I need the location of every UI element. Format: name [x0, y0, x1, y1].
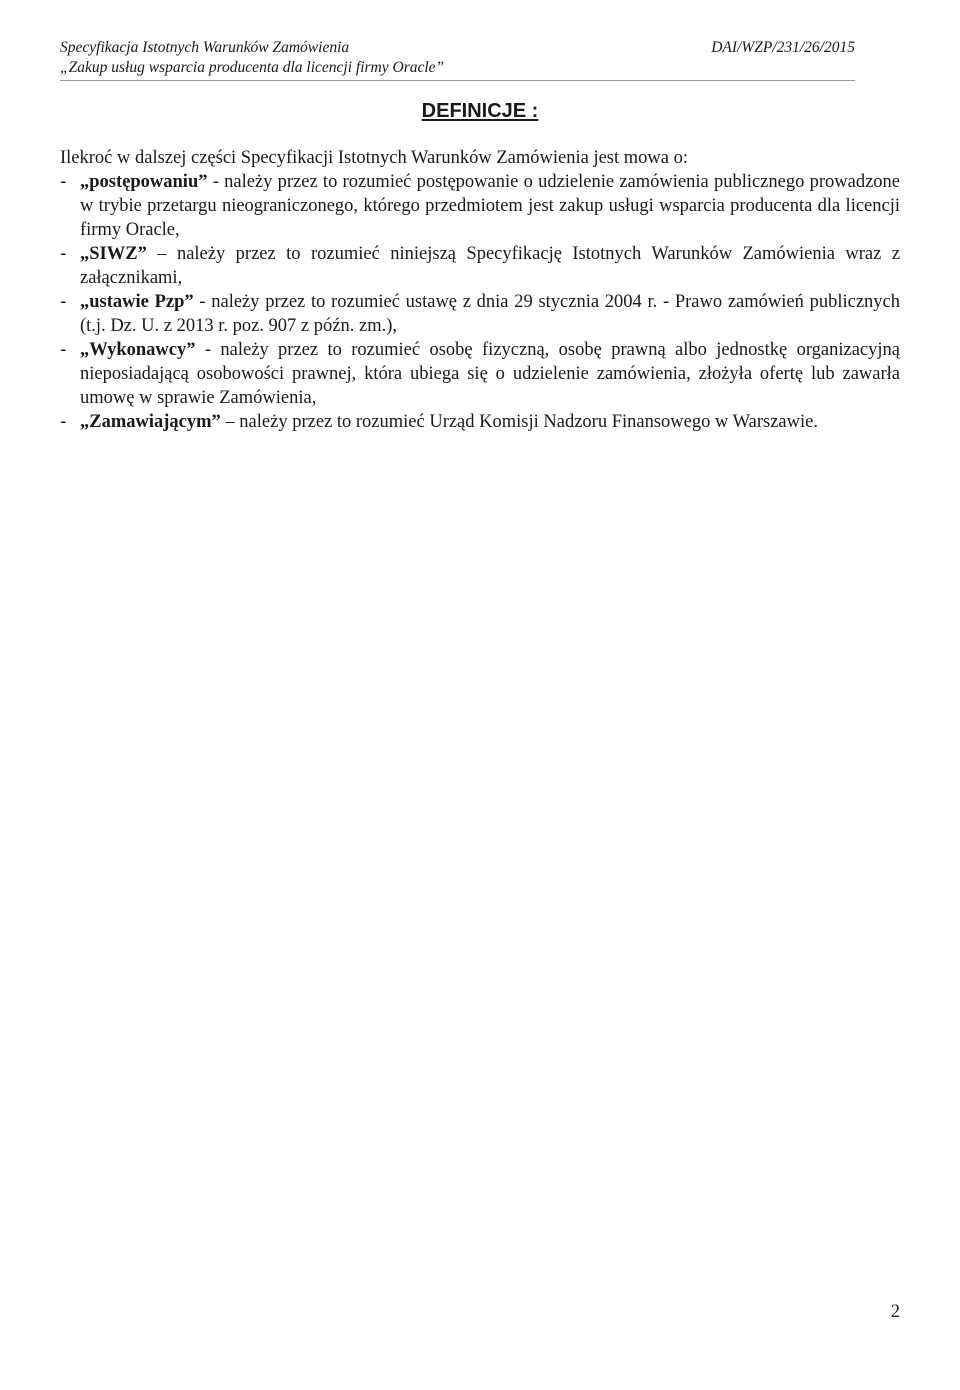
definition-text: – należy przez to rozumieć niniejszą Specyfikację Istotnych Warunków Zamówienia wraz z załącznikami, — [80, 244, 900, 288]
definition-term: „Wykonawcy” — [80, 340, 196, 360]
definition-item — [60, 170, 900, 242]
definition-text: - należy przez to rozumieć osobę fizyczną, osobę prawną albo jednostkę organizacyjną nieposiadającą osobowości prawnej, która ubiega się o udzielenie zamówienia, złożyła ofertę lub zawarła umowę w sprawie Zamówienia, — [80, 340, 900, 408]
definition-item — [60, 290, 900, 338]
definition-term: „Zamawiającym” — [80, 412, 221, 432]
definition-item — [60, 242, 900, 290]
definitions-section — [60, 146, 900, 434]
definition-text: - należy przez to rozumieć postępowanie o udzielenie zamówienia publicznego prowadzone w trybie przetargu nieograniczonego, którego przedmiotem jest zakup usługi wsparcia producenta dla licencji firmy Oracle, — [80, 172, 900, 240]
list-dash: - — [60, 412, 67, 432]
list-dash: - — [60, 340, 67, 360]
header-row — [60, 38, 855, 58]
section-title-text: DEFINICJE : — [421, 100, 539, 122]
section-title — [0, 98, 960, 124]
header-divider — [60, 80, 855, 81]
document-title: Specyfikacja Istotnych Warunków Zamówienia — [60, 39, 350, 56]
page-header — [60, 38, 855, 78]
document-subject: „Zakup usług wsparcia producenta dla licencji firmy Oracle” — [60, 59, 445, 76]
definition-term: „SIWZ” — [80, 244, 147, 264]
list-dash: - — [60, 244, 67, 264]
definition-text: – należy przez to rozumieć Urząd Komisji Nadzoru Finansowego w Warszawie. — [220, 412, 818, 432]
intro-paragraph: Ilekroć w dalszej części Specyfikacji Istotnych Warunków Zamówienia jest mowa o: — [60, 148, 688, 168]
list-dash: - — [60, 172, 67, 192]
definition-text: - należy przez to rozumieć ustawę z dnia 29 stycznia 2004 r. - Prawo zamówień publicznych (t.j. Dz. U. z 2013 r. poz. 907 z późn. zm.), — [80, 292, 900, 336]
document-reference: DAI/WZP/231/26/2015 — [711, 39, 855, 56]
definition-item — [60, 338, 900, 410]
definition-term: „ustawie Pzp” — [80, 292, 194, 312]
list-dash: - — [60, 292, 67, 312]
definition-item — [60, 410, 900, 434]
page-number: 2 — [890, 1302, 900, 1322]
definition-term: „postępowaniu” — [80, 172, 208, 192]
